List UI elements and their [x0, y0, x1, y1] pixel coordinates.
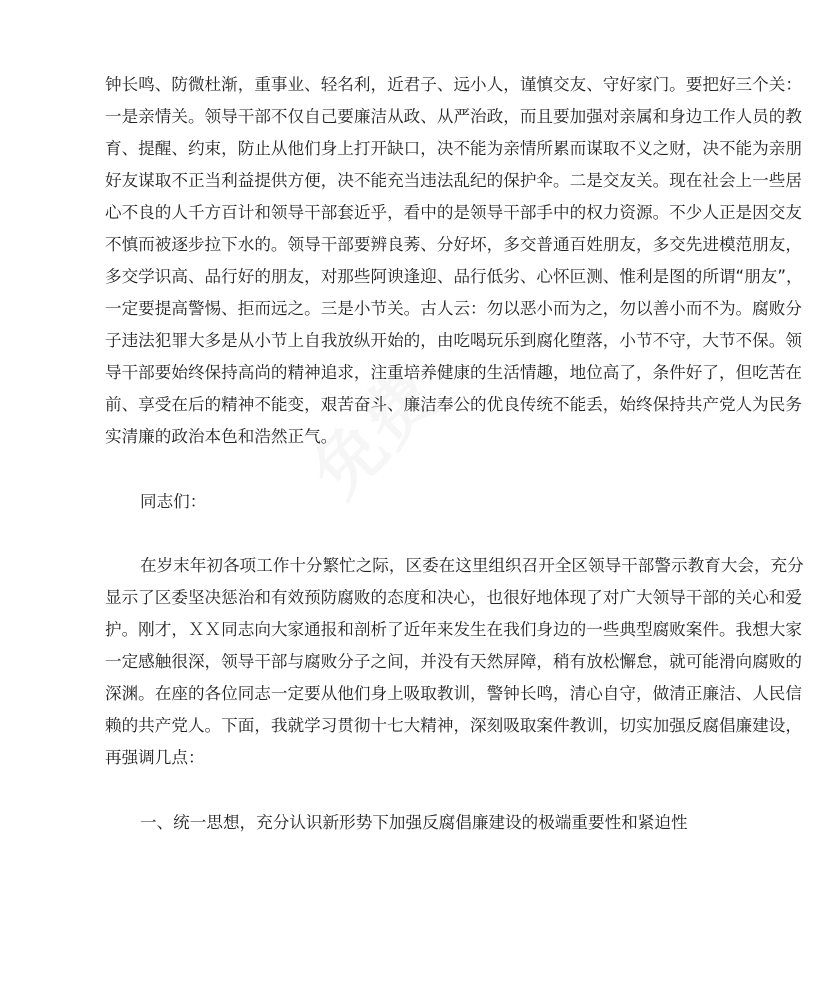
text-line: 心不良的人千方百计和领导干部套近乎，看中的是领导干部手中的权力资源。不少人正是因交友 [105, 203, 802, 222]
text-line: 前、享受在后的精神不能变，艰苦奋斗、廉洁奉公的优良传统不能丢，始终保持共产党人为民务 [105, 395, 802, 414]
text-line: 钟长鸣、防微杜渐，重事业、轻名利，近君子、远小人，谨慎交友、守好家门。要把好三个关： [105, 75, 802, 94]
section-heading: 一、统一思想，充分认识新形势下加强反腐倡廉建设的极端重要性和紧迫性 [140, 813, 688, 832]
text-line: 显示了区委坚决惩治和有效预防腐败的态度和决心，也很好地体现了对广大领导干部的关心和爱 [105, 588, 802, 607]
text-line: 实清廉的政治本色和浩然正气。 [105, 427, 338, 446]
text-line: 一是亲情关。领导干部不仅自己要廉洁从政、从严治政，而且要加强对亲属和身边工作人员的教 [105, 107, 802, 126]
text-line: 子违法犯罪大多是从小节上自我放纵开始的，由吃喝玩乐到腐化堕落，小节不守，大节不保。领 [105, 331, 802, 350]
text-line: 多交学识高、品行好的朋友，对那些阿谀逢迎、品行低劣、心怀叵测、惟利是图的所谓“朋友”， [105, 267, 803, 286]
text-line: 一定感触很深，领导干部与腐败分子之间，并没有天然屏障，稍有放松懈怠，就可能滑向腐败的 [105, 652, 802, 671]
text-line: 再强调几点： [105, 748, 205, 767]
text-line: 一定要提高警惕、拒而远之。三是小节关。古人云：勿以恶小而为之，勿以善小而不为。腐败分 [105, 299, 802, 318]
text-line: 好友谋取不正当利益提供方便，决不能充当违法乱纪的保护伞。二是交友关。现在社会上一些居 [105, 171, 802, 190]
text-line: 深渊。在座的各位同志一定要从他们身上吸取教训，警钟长鸣，清心自守，做清正廉洁、人民信 [105, 684, 802, 703]
salutation: 同志们： [140, 492, 207, 511]
text-line: 在岁末年初各项工作十分繁忙之际，区委在这里组织召开全区领导干部警示教育大会，充分 [140, 556, 804, 575]
text-line: 导干部要始终保持高尚的精神追求，注重培养健康的生活情趣，地位高了，条件好了，但吃苦在 [105, 363, 802, 382]
text-line: 育、提醒、约束，防止从他们身上打开缺口，决不能为亲情所累而谋取不义之财，决不能为亲朋 [105, 139, 802, 158]
text-line: 护。刚才，ＸＸ同志向大家通报和剖析了近年来发生在我们身边的一些典型腐败案件。我想大家 [105, 620, 802, 639]
text-line: 不慎而被逐步拉下水的。领导干部要辨良莠、分好坏，多交普通百姓朋友，多交先进模范朋友， [105, 235, 802, 254]
text-line: 赖的共产党人。下面，我就学习贯彻十七大精神，深刻吸取案件教训，切实加强反腐倡廉建设， [105, 716, 802, 735]
